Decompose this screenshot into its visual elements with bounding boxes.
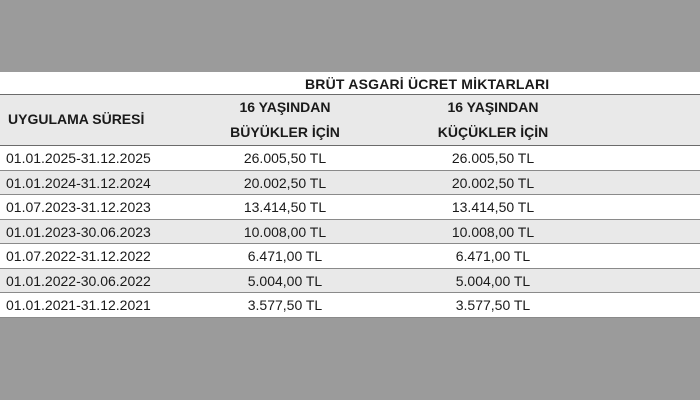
cell-period: 01.07.2022-31.12.2022 bbox=[6, 248, 151, 264]
cell-adult-wage: 26.005,50 TL bbox=[243, 150, 327, 166]
cell-adult-wage: 5.004,00 TL bbox=[247, 272, 323, 289]
table-row bbox=[0, 146, 700, 171]
cell-young-wage: 10.008,00 TL bbox=[451, 223, 535, 240]
column-header-adult bbox=[205, 95, 365, 145]
table-body bbox=[0, 146, 700, 318]
cell-adult-wage: 20.002,50 TL bbox=[243, 174, 327, 191]
table-row bbox=[0, 244, 700, 269]
cell-adult-wage: 13.414,50 TL bbox=[243, 199, 327, 215]
cell-young-wage: 6.471,00 TL bbox=[455, 248, 531, 264]
cell-period: 01.01.2021-31.12.2021 bbox=[6, 297, 151, 313]
cell-period: 01.01.2024-31.12.2024 bbox=[6, 174, 151, 191]
cell-adult-wage: 10.008,00 TL bbox=[243, 223, 327, 240]
cell-adult-wage: 3.577,50 TL bbox=[247, 297, 323, 313]
cell-young-wage: 3.577,50 TL bbox=[455, 297, 531, 313]
cell-period: 01.07.2023-31.12.2023 bbox=[6, 199, 151, 215]
cell-adult-wage: 6.471,00 TL bbox=[247, 248, 323, 264]
minimum-wage-table bbox=[0, 72, 700, 318]
table-row bbox=[0, 195, 700, 220]
table-row bbox=[0, 220, 700, 245]
group-header-title: BRÜT ASGARİ ÜCRET MİKTARLARI bbox=[305, 76, 550, 92]
column-header-young-line1: 16 YAŞINDAN bbox=[447, 99, 539, 115]
cell-young-wage: 5.004,00 TL bbox=[455, 272, 531, 289]
cell-young-wage: 20.002,50 TL bbox=[451, 174, 535, 191]
cell-young-wage: 26.005,50 TL bbox=[451, 150, 535, 166]
table-group-header bbox=[0, 72, 700, 96]
cell-period: 01.01.2025-31.12.2025 bbox=[6, 150, 151, 166]
column-header-adult-line2: BÜYÜKLER İÇİN bbox=[230, 124, 340, 140]
column-header-period: UYGULAMA SÜRESİ bbox=[8, 111, 145, 127]
column-header-young-line2: KÜÇÜKLER İÇİN bbox=[437, 124, 549, 140]
cell-period: 01.01.2022-30.06.2022 bbox=[6, 272, 151, 289]
table-row bbox=[0, 293, 700, 318]
column-header-young bbox=[413, 95, 573, 145]
table-row bbox=[0, 171, 700, 196]
cell-period: 01.01.2023-30.06.2023 bbox=[6, 223, 151, 240]
cell-young-wage: 13.414,50 TL bbox=[451, 199, 535, 215]
table-row bbox=[0, 269, 700, 294]
column-header-adult-line1: 16 YAŞINDAN bbox=[239, 99, 331, 115]
table-column-headers bbox=[0, 95, 700, 145]
